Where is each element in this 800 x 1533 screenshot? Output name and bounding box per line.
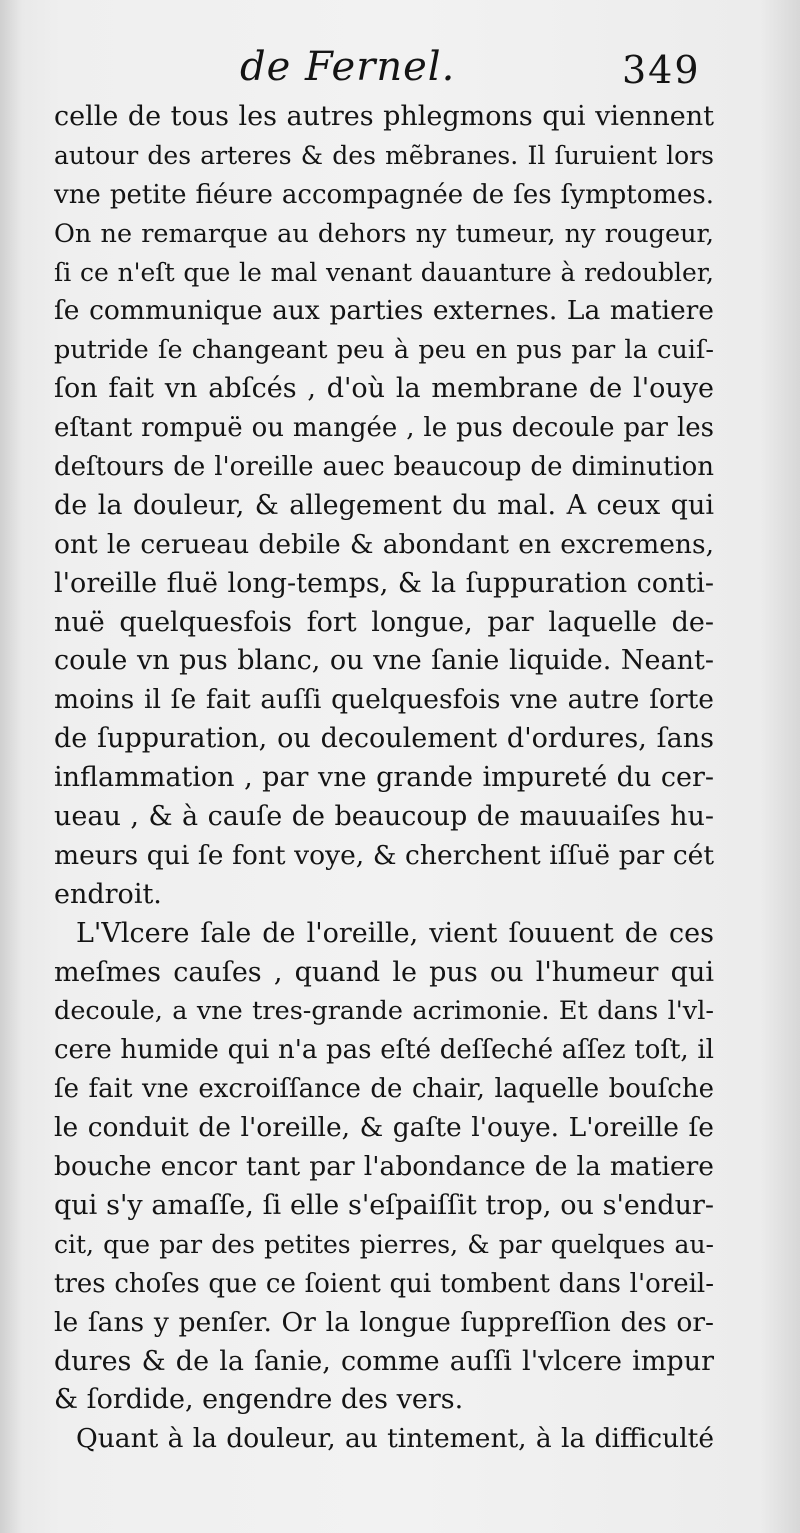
text-line: ueau , & à cauſe de beaucoup de mauuaiſes hu- <box>54 801 714 833</box>
text-line: dures & de la ſanie, comme auſſi l'vlcere impur <box>54 1345 714 1377</box>
text-line: On ne remarque au dehors ny tumeur, ny rougeur, <box>54 218 714 249</box>
body-text <box>54 98 714 1459</box>
text-line: vne petite fiéure accompagnée de ſes ſymptomes. <box>54 179 714 210</box>
text-line: de la douleur, & allegement du mal. A ceux qui <box>54 489 714 521</box>
text-line: de ſuppuration, ou decoulement d'ordures, ſans <box>54 723 714 755</box>
page-number: 349 <box>622 48 701 92</box>
text-line: meurs qui ſe font voye, & cherchent iſſuë par cét <box>54 839 714 871</box>
text-line-paragraph-end: & ſordide, engendre des vers. <box>54 1384 464 1416</box>
text-line: bouche encor tant par l'abondance de la matiere <box>54 1151 714 1183</box>
text-line: ſon fait vn abſcés , d'où la membrane de l'ouye <box>54 373 714 405</box>
text-line: ont le cerueau debile & abondant en excremens, <box>54 528 714 560</box>
text-line: autour des arteres & des mẽbranes. Il ſuruient lors <box>54 140 714 170</box>
text-line: ſi ce n'eſt que le mal venant dauanture à redoubler, <box>54 257 714 287</box>
text-line: nuë quelquesfois fort longue, par laquelle de- <box>54 606 714 638</box>
text-line: ſe communique aux parties externes. La matiere <box>54 295 714 327</box>
text-line-paragraph-start: Quant à la douleur, au tintement, à la difficulté <box>76 1423 714 1455</box>
text-line: cit, que par des petites pierres, & par quelques au- <box>54 1229 714 1259</box>
text-line: meſmes cauſes , quand le pus ou l'humeur qui <box>54 956 714 988</box>
page-header <box>0 38 800 98</box>
text-line: eſtant rompuë ou mangée , le pus decoule par les <box>54 413 714 444</box>
text-line: cere humide qui n'a pas eſté deſſeché aſſez toſt, il <box>54 1035 714 1066</box>
running-title: de Fernel. <box>240 44 456 90</box>
text-line: inflammation , par vne grande impureté du cer- <box>54 762 714 794</box>
text-line: deſtours de l'oreille auec beaucoup de diminution <box>54 452 714 483</box>
text-line: putride ſe changeant peu à peu en pus par la cuiſ- <box>54 335 714 366</box>
text-line: l'oreille fluë long-temps, & la ſuppuration conti- <box>54 567 714 599</box>
text-line: ſe fait vne excroiſſance de chair, laquelle bouſche <box>54 1074 714 1105</box>
text-line-paragraph-end: endroit. <box>54 878 162 910</box>
text-line: tres choſes que ce ſoient qui tombent dans l'oreil- <box>54 1268 714 1299</box>
text-line: celle de tous les autres phlegmons qui viennent <box>54 101 714 132</box>
text-line-paragraph-start: L'Vlcere ſale de l'oreille, vient ſouuent de ces <box>76 917 714 949</box>
text-line: decoule, a vne tres-grande acrimonie. Et dans l'vl- <box>54 996 714 1027</box>
text-line: coule vn pus blanc, ou vne ſanie liquide. Neant- <box>54 645 714 677</box>
text-line: le conduit de l'oreille, & gaſte l'ouye. L'oreille ſe <box>54 1112 714 1144</box>
text-line: moins il ſe fait auſſi quelquesfois vne autre ſorte <box>54 684 714 716</box>
text-line: qui s'y amaſſe, ſi elle s'eſpaiſſit trop, ou s'endur- <box>54 1189 714 1221</box>
text-line: le ſans y penſer. Or la longue ſuppreſſion des or- <box>54 1306 714 1338</box>
